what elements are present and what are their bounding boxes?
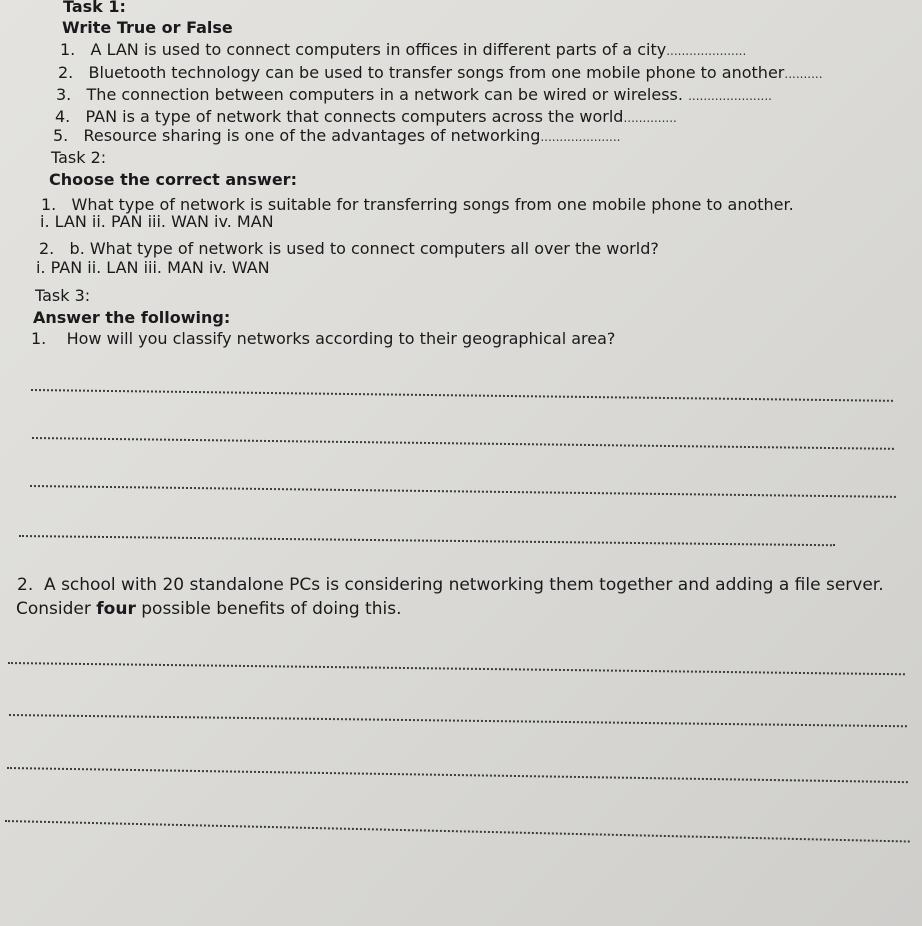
answer-line[interactable]	[8, 662, 905, 675]
task1-item-1	[60, 41, 746, 60]
answer-line[interactable]	[5, 820, 910, 843]
task1-instruction: Write True or False	[62, 18, 233, 37]
item-text: A LAN is used to connect computers in offices in different parts of a city	[90, 40, 667, 59]
answer-blank[interactable]: .....................	[540, 130, 621, 144]
answer-line[interactable]	[30, 485, 896, 498]
question-text: Consider	[16, 599, 97, 619]
item-text: Resource sharing is one of the advantages of networking	[83, 126, 541, 145]
task3-question-2-line-1	[17, 575, 884, 595]
task1-item-3	[56, 86, 772, 105]
question-number: 1.	[41, 195, 57, 214]
answer-line[interactable]	[19, 535, 835, 546]
task3-question-2-line-2	[16, 599, 401, 619]
task1-item-4	[55, 108, 677, 127]
answer-blank[interactable]: ..............	[623, 111, 677, 125]
task2-question-2-options: i. PAN ii. LAN iii. MAN iv. WAN	[36, 258, 270, 277]
answer-line[interactable]	[9, 714, 907, 727]
question-text: A school with 20 standalone PCs is considering networking them together and adding a file server.	[44, 575, 884, 595]
item-number: 2.	[58, 63, 74, 82]
emphasis-four: four	[96, 599, 136, 619]
item-text: The connection between computers in a network can be wired or wireless.	[86, 85, 683, 104]
question-text: possible benefits of doing this.	[135, 599, 402, 619]
question-text: How will you classify networks according to their geographical area?	[66, 329, 616, 348]
item-text: Bluetooth technology can be used to transfer songs from one mobile phone to another	[88, 63, 785, 82]
item-number: 3.	[56, 85, 72, 104]
answer-line[interactable]	[7, 767, 908, 783]
question-number: 2.	[39, 239, 55, 258]
task2-question-1-options: i. LAN ii. PAN iii. WAN iv. MAN	[40, 212, 274, 231]
task3-instruction: Answer the following:	[33, 308, 231, 327]
question-text: b. What type of network is used to connect computers all over the world?	[69, 239, 659, 258]
answer-blank[interactable]: ......................	[688, 89, 772, 103]
task1-item-2	[58, 64, 823, 83]
task1-heading: Task 1:	[63, 0, 126, 16]
task3-heading: Task 3:	[35, 286, 91, 305]
answer-blank[interactable]: ..........	[784, 67, 823, 81]
item-number: 5.	[53, 126, 69, 145]
question-number: 1.	[31, 329, 47, 348]
question-text: What type of network is suitable for transferring songs from one mobile phone to another.	[71, 195, 794, 214]
question-number: 2.	[17, 575, 34, 595]
item-text: PAN is a type of network that connects computers across the world	[85, 107, 624, 126]
task2-question-2	[39, 240, 659, 258]
task2-instruction: Choose the correct answer:	[49, 170, 297, 189]
item-number: 1.	[60, 40, 76, 59]
answer-line[interactable]	[31, 389, 893, 402]
answer-line[interactable]	[32, 437, 894, 450]
answer-blank[interactable]: .....................	[666, 44, 747, 58]
task2-heading: Task 2:	[51, 148, 107, 167]
item-number: 4.	[55, 107, 71, 126]
task1-item-5	[53, 127, 620, 146]
task3-question-1	[31, 330, 615, 348]
